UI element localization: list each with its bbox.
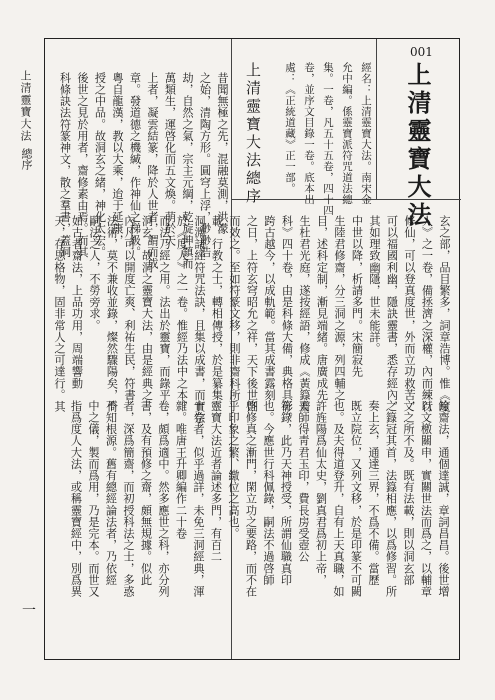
text-column: 後世之見於用者，齋修素由焉。而其: [76, 72, 89, 258]
text-column: 洞淵諸經符咒法訣，且集以成書，而實宗: [193, 215, 206, 424]
text-column: 上者，凝雲結篆，降於人世者，謂而成: [146, 72, 159, 270]
scripture-title: 上清靈寶大法: [403, 62, 432, 230]
text-column: 雜。唯唐王升卿編作二十卷: [174, 400, 188, 540]
note-line: 經名：上清靈寶大法。南宋金: [360, 62, 372, 205]
text-column: 卷，頗爲適中。然多應世之科，亦分列: [157, 400, 170, 598]
text-column: 十卷者，似乎過詳，未免三洞經典，渾: [192, 400, 205, 598]
title-divider: [376, 39, 377, 199]
text-column: 章。發道德之機緘，作神仙之梯級。: [128, 72, 142, 258]
text-column: 人》之一卷，備拯濟之深權，內而練行: [420, 215, 434, 413]
text-column: 玄之部，品目繁多，詞章浩博。惟《度: [438, 215, 451, 413]
text-column: 書，及有預修之齋，頗無規據。似此: [139, 400, 153, 586]
text-column: 昔聞無極之先，混融莫測，洪濛: [216, 72, 229, 235]
sidebar-section: 總序: [20, 148, 33, 170]
text-column: 內凡可以開度亡爽、利祐生民，符書: [123, 215, 136, 401]
text-column: 指爲度人大法，或稱靈寶經中，別爲異: [69, 400, 83, 598]
text-column: 天，存思格物，固非常人之可達行。其: [53, 215, 66, 413]
note-line: 集。一卷，凡五十五卷，四十四: [322, 62, 334, 216]
note-line: 處：《正統道藏》正一部。: [284, 62, 296, 194]
sidebar-title: 上清靈寶大法: [19, 70, 32, 142]
text-column: 洞玄。故洞之靈寶大法，由是經典之: [140, 215, 154, 401]
preface-title: 上清靈寶大法總序: [244, 62, 262, 206]
text-column: 法術，莫不兼收並錄，燦然驟陽矣，倚: [105, 215, 119, 413]
text-column: 奏上玄，通達三界，不爲不備。當歷: [367, 400, 380, 586]
text-column: 嗣法之人，不勞旁求。: [88, 215, 101, 331]
text-column: 乎印象之繁、繳位之高也。: [227, 400, 240, 540]
text-column: 而法乃經之用。法出於靈寶，而錄平: [158, 215, 171, 401]
text-column: 生杜君光庭，遂按經語，修成《黃籙齋: [298, 215, 311, 413]
text-column: 符錄，此乃天神授受，所謂仙職真印: [279, 400, 293, 586]
text-column: 中之儀，製而爲用，乃是完本。而世又: [87, 400, 100, 598]
text-column: 中世以降，析請多門。宋簡寂先: [350, 215, 364, 378]
text-column: 科條訣法符篆神文，散之羣書，蓋洞: [58, 72, 72, 258]
text-column: 天師得靑君玉印，費長房受壺公: [297, 400, 310, 563]
text-column: 其如理致幽隱，世未能詳。: [368, 215, 381, 355]
text-column: 靈寶大法近者論述多門，有百二: [209, 400, 223, 563]
text-column: 文之所不及。既有法載，則以洞玄部: [402, 400, 415, 586]
text-column: 萬類生，運啓化而五文煥。萌於天: [163, 72, 177, 246]
note-line: 卷，並序文目錄一卷。底本出: [303, 62, 315, 205]
text-column: 如古者齋法，上品功用，周端響動: [70, 215, 84, 389]
text-column: 載。行教之士，轉相傳授，於是纂集: [210, 215, 224, 401]
text-column: 授之中品。故洞玄之緒，神化太宏。: [93, 72, 107, 258]
text-column: 許旌陽爲仙太史，劉真君爲初上帝，: [314, 400, 328, 586]
text-column: 於《度人》之一卷。惟經乃法中之本，: [175, 215, 189, 413]
text-column: 啓修真之漸門，閑立功之要路，而不在: [244, 400, 258, 598]
text-column: 也。及夫得道登升，自有上天真職，如: [332, 400, 345, 598]
note-line: 允中編。係靈寶派符咒道法總: [341, 62, 353, 205]
text-column: 之日，上符玄穹昭允之祥，天下後世則: [245, 215, 259, 413]
text-column: 科》四十卷，由是科條大備，典格具彰。: [280, 215, 294, 424]
text-column: 目，述科定制，漸見端緒。唐廣成先: [315, 215, 329, 401]
text-column: 之始，清陶方形。圓穹上浮，渺渺浩: [198, 72, 212, 258]
text-column: 劫，自然之氣，宗主元綱，乾旋坤鎮而: [181, 72, 194, 270]
text-column: 以文檄關申，實關世法而爲之，以輔章: [419, 400, 433, 598]
text-column: 生陸君修齋，分三洞之源，列四輔之: [333, 215, 346, 401]
text-column: 而效之。至如符篆文移，則非齋科所: [228, 215, 241, 401]
text-column: 者，深爲簡齋，而初授科法之士，多惑: [122, 400, 135, 598]
text-column: 既立院位，又列文移，於是印篆不可闕: [349, 400, 363, 598]
text-column: 之籙冠其首，法籙相應，以爲修習。所: [384, 400, 398, 598]
text-column: 可以福國利幽，隱訣靈書，悉存經內，: [385, 215, 399, 413]
text-column: 跨古越今，以成軌範。當其成書露刻: [263, 215, 276, 401]
text-column: 修仙，可以登真度世，外而立功救苦，: [403, 215, 416, 413]
text-column: 也。今應世行科佩錄，嗣法不過啓師: [262, 400, 275, 586]
text-column: 粵自龍漢，教以大乘，迨于延康，: [111, 72, 124, 246]
entry-number: 001: [410, 45, 433, 59]
text-column: 不知根源。舊有總經論法者，乃依經: [104, 400, 118, 586]
text-column: 餘齋法，通個達誠，章詞昌昌。後世增: [437, 400, 450, 598]
page-number: 一: [22, 603, 36, 619]
